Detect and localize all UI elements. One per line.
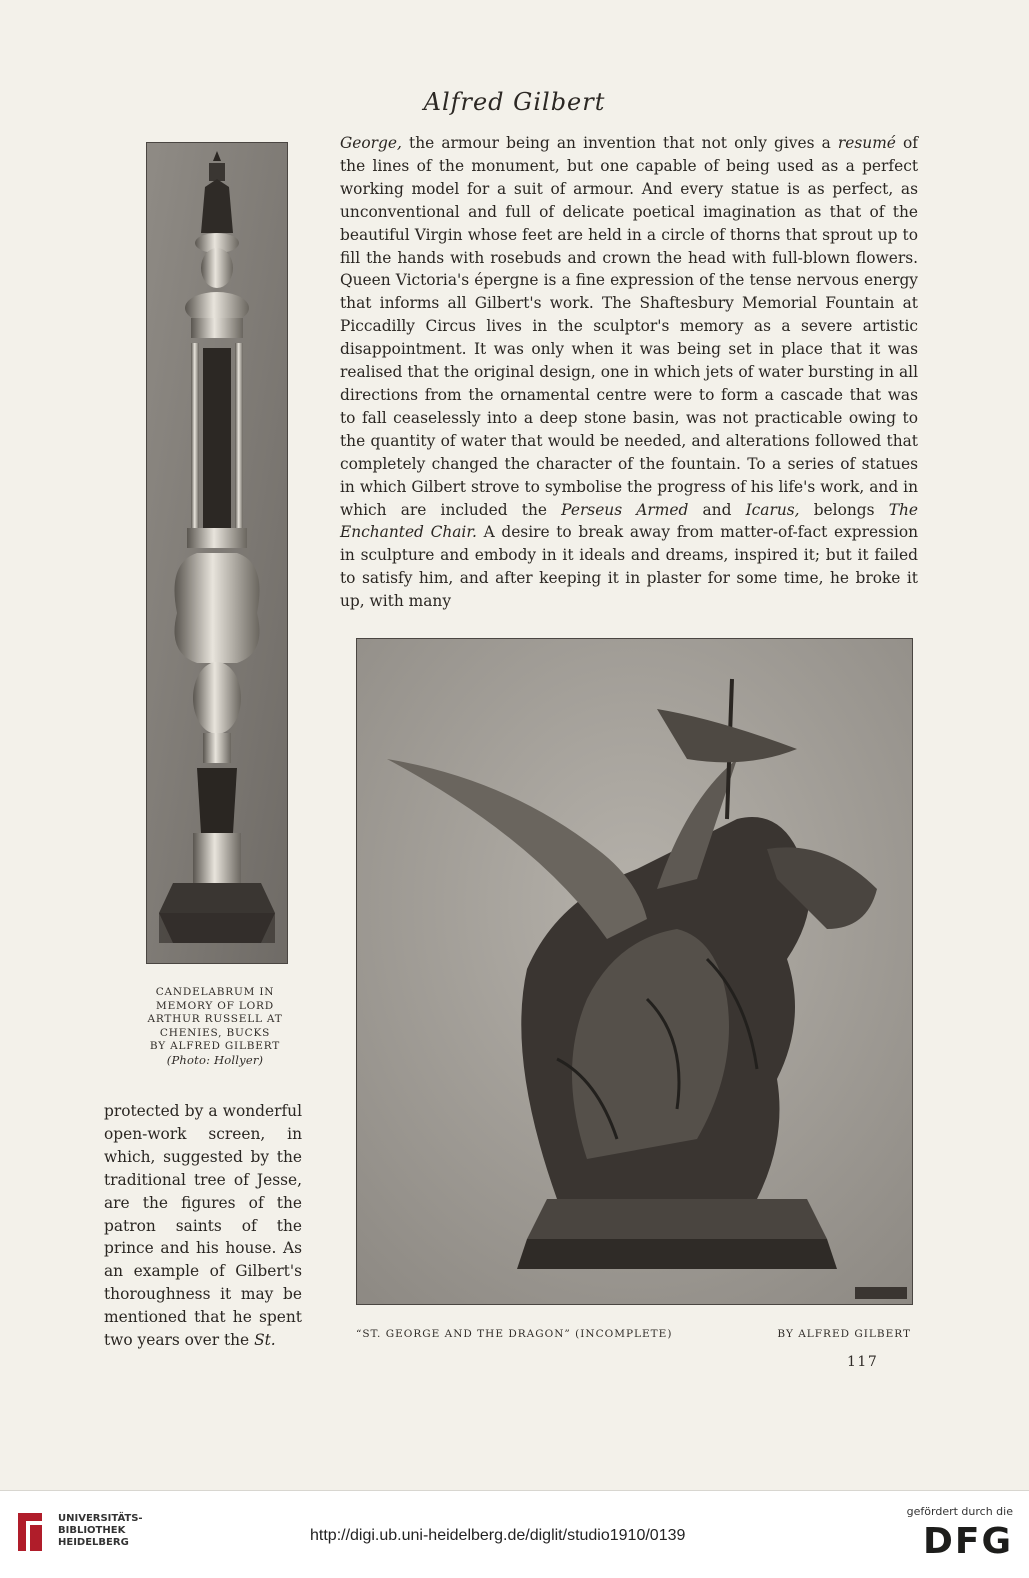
st-george-illustration bbox=[357, 639, 912, 1304]
library-name-line: HEIDELBERG bbox=[58, 1537, 129, 1548]
text-italic: Icarus, bbox=[745, 500, 800, 519]
footer-bar bbox=[0, 1490, 1029, 1578]
text-run: protected by a wonderful open-work screen, in which, suggested by the traditional tree of Jesse, are the figures of the patron saints of the prince and his house. As an example of Gilbert's thoroughness it may be mentioned that he spent two years over the bbox=[104, 1102, 302, 1350]
caption-line: MEMORY OF LORD bbox=[156, 999, 274, 1012]
text-italic: resumé bbox=[837, 134, 896, 152]
library-name-line: UNIVERSITÄTS- bbox=[58, 1513, 143, 1524]
candelabrum-illustration bbox=[147, 143, 287, 963]
caption-line: BY ALFRED GILBERT bbox=[149, 1040, 281, 1052]
candelabrum-photo bbox=[146, 142, 288, 964]
source-url[interactable]: http://digi.ub.uni-heidelberg.de/diglit/studio1910/0139 bbox=[310, 1527, 686, 1544]
caption-attribution: BY ALFRED GILBERT bbox=[777, 1328, 911, 1340]
photo-credit: (Photo: Hollyer) bbox=[166, 1052, 264, 1067]
running-head: Alfred Gilbert bbox=[423, 88, 606, 116]
candelabrum-caption bbox=[140, 986, 290, 1067]
caption-line: CANDELABRUM IN bbox=[155, 986, 275, 998]
university-library-name bbox=[58, 1513, 143, 1549]
dfg-logo: DFG bbox=[922, 1521, 1013, 1562]
university-library-logo-icon bbox=[14, 1509, 46, 1555]
text-run: and bbox=[688, 500, 746, 519]
caption-line: ARTHUR RUSSELL AT bbox=[147, 1013, 283, 1025]
page-number: 117 bbox=[847, 1354, 879, 1370]
text-italic: The Enchanted Chair. bbox=[340, 500, 918, 542]
sponsor-label: gefördert durch die bbox=[906, 1505, 1013, 1518]
text-run: of the lines of the monument, but one capable of being used as a perfect working model for a suit of armour. And every statue is as perfect, as unconventional and full of delicate poetical imagination as that of the beautiful Virgin whose feet are held in a circle of thorns that sprout up to fill the hands with rosebuds and crown the head with full-blown flowers. Queen Victoria's épergne is a fine expression of the tense nervous energy that informs all Gilbert's work. The Shaftesbury Memorial Fountain at Piccadilly Circus lives in the sculptor's memory as a severe artistic disappointment. It was only when it was being set in place that it was realised that the original design, one in which jets of water bursting in all directions from the ornamental centre were to form a cascade that was to fall ceaselessly into a deep stone basin, was not practicable owing to the quantity of water that would be needed, and alterations followed that completely changed the character of the fountain. To a series of statues in which Gilbert strove to symbolise the progress of his life's work, and in which are included the bbox=[340, 134, 918, 519]
body-text-left bbox=[104, 1100, 302, 1352]
caption-line: CHENIES, BUCKS bbox=[159, 1026, 271, 1039]
text-run: the armour being an invention that not only gives a bbox=[401, 134, 838, 152]
caption-title: “ST. GEORGE AND THE DRAGON” (INCOMPLETE) bbox=[356, 1328, 673, 1340]
text-italic: George, bbox=[340, 134, 402, 152]
library-name-line: BIBLIOTHEK bbox=[58, 1525, 126, 1536]
body-text-right bbox=[340, 132, 918, 613]
text-run: A desire to break away from matter-of-fact expression in sculpture and embody in it ideals and dreams, inspired it; but it failed to satisfy him, and after keeping it in plaster for some time, he broke it up, with many bbox=[340, 523, 919, 611]
text-italic: St. bbox=[254, 1331, 276, 1350]
st-george-photo bbox=[356, 638, 913, 1305]
text-italic: Perseus Armed bbox=[561, 500, 689, 519]
text-run: belongs bbox=[799, 500, 889, 519]
